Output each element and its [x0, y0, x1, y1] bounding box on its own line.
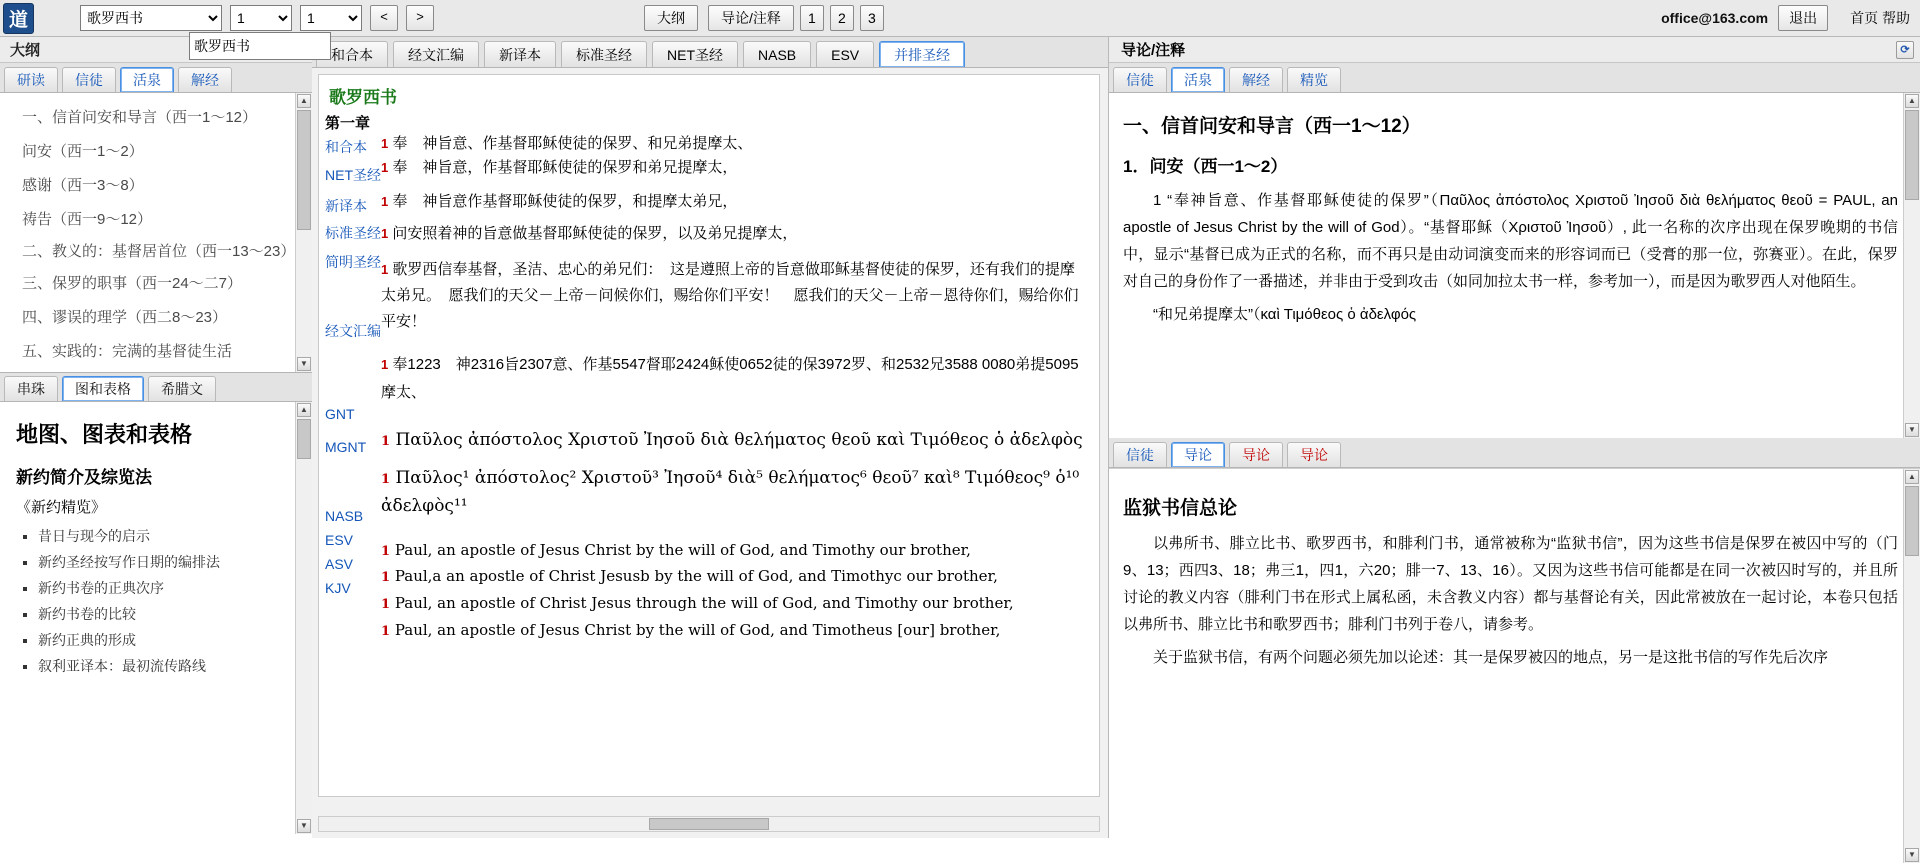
- verse-number: 1: [381, 136, 389, 151]
- verse-row-csb[interactable]: [381, 223, 1089, 245]
- verse-row-concordance[interactable]: [381, 351, 1089, 407]
- outline-item-2[interactable]: 感谢（西一3～8）: [22, 177, 144, 194]
- maps-item-0[interactable]: ▪ 昔日与现今的启示: [38, 523, 296, 549]
- version-label-column: [325, 133, 381, 645]
- scroll-up-arrow-icon[interactable]: ▲: [297, 94, 311, 108]
- book-select[interactable]: [80, 5, 222, 31]
- verse-number: 1: [381, 194, 389, 209]
- verse-row-gnt[interactable]: [381, 427, 1089, 455]
- tab-huoquan[interactable]: 活泉: [120, 67, 174, 92]
- verse-body-column: [381, 133, 1099, 645]
- pane-1-button[interactable]: 1: [800, 5, 824, 31]
- commentary-bottom-scrollbar[interactable]: [1903, 469, 1920, 863]
- vtab-esv[interactable]: ESV: [816, 41, 874, 67]
- vtab-hehe[interactable]: 和合本: [316, 41, 388, 67]
- right-top-tabs: [1109, 63, 1920, 93]
- rtab-huoquan[interactable]: 活泉: [1171, 67, 1225, 92]
- verse-text: Παῦλος¹ ἀπόστολος² Χριστοῦ³ Ἰησοῦ⁴ διὰ⁵ θελήματος⁶ θεοῦ⁷ καὶ⁸ Τιμόθεος⁹ ὁ¹⁰ ἀδελφὸς¹¹: [381, 468, 1080, 516]
- left-tabs: [0, 63, 312, 93]
- rb-scroll-down-arrow-icon[interactable]: ▼: [1905, 848, 1919, 862]
- rt-scroll-down-arrow-icon[interactable]: ▼: [1905, 423, 1919, 437]
- maps-scrollbar[interactable]: [295, 402, 312, 834]
- verse-text: 奉 神旨意作基督耶稣使徒的保罗，和提摩太弟兄，: [392, 193, 738, 210]
- verse-text: Paul, an apostle of Jesus Christ by the will of God, and Timotheus [our] brother,: [394, 621, 1001, 639]
- chapter-label: 第一章: [325, 115, 371, 132]
- commentary-top-section: [1109, 93, 1920, 438]
- verse-row-jianming[interactable]: [381, 257, 1089, 335]
- subtab-greek[interactable]: 希腊文: [148, 376, 216, 401]
- left-panel: [0, 37, 312, 838]
- verse-text: Παῦλος ἀπόστολος Χριστοῦ Ἰησοῦ διὰ θελήματος θεοῦ καὶ Τιμόθεος ὁ ἀδελφὸς: [395, 430, 1083, 450]
- vtab-net[interactable]: NET圣经: [652, 41, 738, 67]
- left-sub-tabs: [0, 372, 312, 402]
- label-net[interactable]: NET圣经: [325, 167, 381, 183]
- book-title: 歌罗西书: [329, 88, 397, 107]
- next-button[interactable]: >: [406, 5, 434, 31]
- outline-item-3[interactable]: 祷告（西一9～12）: [22, 211, 153, 228]
- verse-number: 1: [381, 262, 389, 277]
- right-bottom-tabs: [1109, 438, 1920, 468]
- verse-row-mgnt[interactable]: [381, 465, 1089, 519]
- app-logo[interactable]: 道: [3, 3, 34, 34]
- chapter-select[interactable]: [230, 5, 292, 31]
- tab-yandu[interactable]: 研读: [4, 67, 58, 92]
- outline-item-7[interactable]: 五、实践的：完满的基督徒生活: [22, 343, 233, 360]
- label-jianming[interactable]: 简明圣经: [325, 254, 381, 270]
- right-header-title: 导论/注释: [1121, 42, 1186, 59]
- scroll-down-arrow-icon[interactable]: ▼: [297, 357, 311, 371]
- left-panel-header: 大纲: [0, 37, 312, 63]
- rbtab-xintu[interactable]: 信徒: [1113, 442, 1167, 467]
- verse-row-ncv[interactable]: [381, 191, 1089, 213]
- label-kjv[interactable]: KJV: [325, 580, 351, 596]
- bottom-paragraph-2: 关于监狱书信，有两个问题必须先加以论述：其一是保罗被囚的地点，另一是这批书信的写作先后次序: [1153, 649, 1829, 666]
- label-asv[interactable]: ASV: [325, 556, 354, 572]
- account-email: office@163.com: [1661, 10, 1769, 26]
- label-nasb[interactable]: NASB: [325, 508, 364, 524]
- logout-button[interactable]: 退出: [1778, 5, 1828, 31]
- rbtab-daolun-1[interactable]: 导论: [1171, 442, 1225, 467]
- verse-row-kjv[interactable]: [381, 619, 1089, 643]
- verse-text: 奉1223 神2316旨2307意、作基5547督耶2424稣使0652徒的保3972罗、和2532兄3588 0080弟提5095摩太、: [381, 356, 1079, 401]
- verse-number: 1: [381, 160, 389, 175]
- subtab-chuanzhu[interactable]: 串珠: [4, 376, 58, 401]
- bible-text-area: [318, 74, 1100, 797]
- verse-number: 1: [381, 472, 391, 487]
- outline-item-5[interactable]: 三、保罗的职事（西一24～二7）: [22, 275, 243, 292]
- commentary-heading-2: 1．问安（西一1～2）: [1123, 157, 1288, 176]
- maps-scroll-thumb[interactable]: [297, 419, 311, 459]
- subtab-maps[interactable]: 图和表格: [62, 376, 144, 401]
- home-help-links[interactable]: 首页 帮助: [1850, 10, 1910, 26]
- tab-jiejing[interactable]: 解经: [178, 67, 232, 92]
- verse-row-net[interactable]: [381, 157, 1089, 179]
- rt-scroll-thumb[interactable]: [1905, 110, 1919, 200]
- commentary-paragraph-1: 1 “奉神旨意、作基督耶稣使徒的保罗”（Παῦλος ἀπόστολος Χριστοῦ Ἰησοῦ διὰ θελήματος θεοῦ = PAUL, an apostle of Jesus Christ by the will of God）。“基督耶稣（Χριστοῦ Ἰησοῦ）, 此一名称的次序出现在保罗晚期的书信中，显示“基督已成为正式的名称，而不再只是由动词演变而来的形容词而已（受膏的那一位，弥赛亚）。在此，保罗对自己的身份作了一番描述，并非由于受到攻击（如同加拉太书一样，参考加一），而是因为歌罗西人对他陌生。: [1123, 192, 1898, 290]
- commentary-button[interactable]: 导论/注释: [708, 5, 794, 31]
- rt-scroll-up-arrow-icon[interactable]: ▲: [1905, 94, 1919, 108]
- vtab-ncv[interactable]: 新译本: [484, 41, 556, 67]
- right-panel-header: [1109, 37, 1920, 63]
- maps-title: 地图、图表和表格: [16, 422, 193, 447]
- pane-3-button[interactable]: 3: [860, 5, 884, 31]
- outline-list[interactable]: [0, 93, 312, 372]
- verse-text: 问安照着神的旨意做基督耶稣使徒的保罗，以及弟兄提摩太，: [392, 225, 798, 242]
- maps-scroll-up-arrow-icon[interactable]: ▲: [297, 403, 311, 417]
- outline-item-4[interactable]: 二、教义的：基督居首位（西一13～23）: [22, 243, 296, 260]
- vtab-parallel[interactable]: 并排圣经: [879, 41, 965, 67]
- maps-panel: [0, 402, 312, 834]
- hscroll-thumb[interactable]: [649, 818, 769, 830]
- maps-item-5[interactable]: ▪ 叙利亚译本：最初流传路线: [38, 653, 296, 679]
- verse-select[interactable]: [300, 5, 362, 31]
- label-esv[interactable]: ESV: [325, 532, 354, 548]
- verse-row-asv[interactable]: [381, 592, 1089, 616]
- pane-2-button[interactable]: 2: [830, 5, 854, 31]
- vtab-csb[interactable]: 标准圣经: [561, 41, 647, 67]
- rb-scroll-thumb[interactable]: [1905, 486, 1919, 556]
- maps-item-4[interactable]: ▪ 新约正典的形成: [38, 627, 296, 653]
- verse-row-hehe[interactable]: [381, 133, 1089, 155]
- commentary-heading-1: 一、信首问安和导言（西一1～12）: [1123, 116, 1421, 137]
- rbtab-daolun-3[interactable]: 导论: [1287, 442, 1341, 467]
- bottom-paragraph-1: 以弗所书、腓立比书、歌罗西书，和腓利门书，通常被称为“监狱书信”，因为这些书信是保罗在被囚中写的（门9、13；西四3、18；弗三1，四1，六20；腓一7、13、16）。又因为这些书信可能都是在同一次被囚时写的，并且所讨论的教义内容（腓利门书在形式上属私函，未含教义内容）都与基督论有关，因此常被放在一起讨论，本卷只包括以弗所书、腓立比书和歌罗西书；腓利门书列于卷八，请参考。: [1123, 535, 1898, 633]
- outline-scrollbar[interactable]: [295, 93, 312, 372]
- rtab-jiejing[interactable]: 解经: [1229, 67, 1283, 92]
- verse-row-nasb[interactable]: [381, 539, 1089, 563]
- version-tabs: [312, 37, 1108, 68]
- verse-text: 奉 神旨意，作基督耶稣使徒的保罗和弟兄提摩太，: [392, 159, 738, 176]
- verse-number: 1: [381, 357, 389, 372]
- commentary-bottom-section: [1109, 468, 1920, 863]
- bottom-title: 监狱书信总论: [1123, 498, 1238, 519]
- scroll-thumb[interactable]: [297, 110, 311, 230]
- verse-number: 1: [381, 434, 391, 449]
- verse-number: 1: [381, 226, 389, 241]
- right-panel: [1108, 37, 1920, 859]
- verse-text: 奉 神旨意、作基督耶稣使徒的保罗、和兄弟提摩太、: [392, 135, 753, 152]
- label-mgnt[interactable]: MGNT: [325, 439, 367, 455]
- verse-number: 1: [381, 624, 391, 639]
- tab-xintu[interactable]: 信徒: [62, 67, 116, 92]
- maps-subtitle: 新约简介及综览法: [16, 468, 152, 487]
- verse-number: 1: [381, 570, 391, 585]
- prev-button[interactable]: <: [370, 5, 398, 31]
- rb-scroll-up-arrow-icon[interactable]: ▲: [1905, 470, 1919, 484]
- maps-book-label: 《新约精览》: [16, 499, 107, 516]
- verse-text: Paul, an apostle of Christ Jesus through the will of God, and Timothy our brother,: [394, 594, 1014, 612]
- book-option-0[interactable]: 歌罗西书: [190, 33, 330, 59]
- book-select-dropdown[interactable]: [189, 32, 331, 60]
- verse-row-esv[interactable]: [381, 565, 1089, 589]
- outline-button[interactable]: 大纲: [644, 5, 698, 31]
- verse-text: Paul,a an apostle of Christ Jesusb by the will of God, and Timothyc our brother,: [394, 567, 998, 585]
- label-gnt[interactable]: GNT: [325, 406, 355, 422]
- verse-text: 歌罗西信奉基督，圣洁、忠心的弟兄们： 这是遵照上帝的旨意做耶稣基督使徒的保罗，还有我们的提摩太弟兄。 愿我们的天父－上帝－问候你们，赐给你们平安！ 愿我们的天父－上帝－恩待你们，赐给你们平安！: [381, 261, 1079, 330]
- label-csb[interactable]: 标准圣经: [325, 225, 381, 241]
- refresh-icon[interactable]: ⟳: [1896, 41, 1914, 59]
- label-concordance[interactable]: 经文汇编: [325, 323, 381, 339]
- commentary-paragraph-2: “和兄弟提摩太”（καὶ Τιμόθεος ὁ ἀδελφός: [1153, 306, 1417, 323]
- maps-item-3[interactable]: ▪ 新约书卷的比较: [38, 601, 296, 627]
- maps-scroll-down-arrow-icon[interactable]: ▼: [297, 819, 311, 833]
- commentary-top-scrollbar[interactable]: [1903, 93, 1920, 438]
- verse-number: 1: [381, 544, 391, 559]
- outline-item-0[interactable]: 一、信首问安和导言（西一1～12）: [22, 109, 258, 126]
- rtab-xintu[interactable]: 信徒: [1113, 67, 1167, 92]
- vtab-nasb[interactable]: NASB: [743, 41, 811, 67]
- maps-list: [16, 523, 296, 679]
- label-ncv[interactable]: 新译本: [325, 198, 367, 214]
- rbtab-daolun-2[interactable]: 导论: [1229, 442, 1283, 467]
- label-hehe[interactable]: 和合本: [325, 139, 367, 155]
- middle-panel: [312, 37, 1108, 838]
- middle-horizontal-scrollbar[interactable]: [318, 816, 1100, 832]
- verse-number: 1: [381, 597, 391, 612]
- outline-item-1[interactable]: 问安（西一1～2）: [22, 143, 144, 160]
- vtab-concordance[interactable]: 经文汇编: [393, 41, 479, 67]
- verse-text: Paul, an apostle of Jesus Christ by the will of God, and Timothy our brother,: [394, 541, 971, 559]
- maps-item-1[interactable]: ▪ 新约圣经按写作日期的编排法: [38, 549, 296, 575]
- outline-item-6[interactable]: 四、谬误的理学（西二8～23）: [22, 309, 228, 326]
- rtab-jinglan[interactable]: 精览: [1287, 67, 1341, 92]
- maps-item-2[interactable]: ▪ 新约书卷的正典次序: [38, 575, 296, 601]
